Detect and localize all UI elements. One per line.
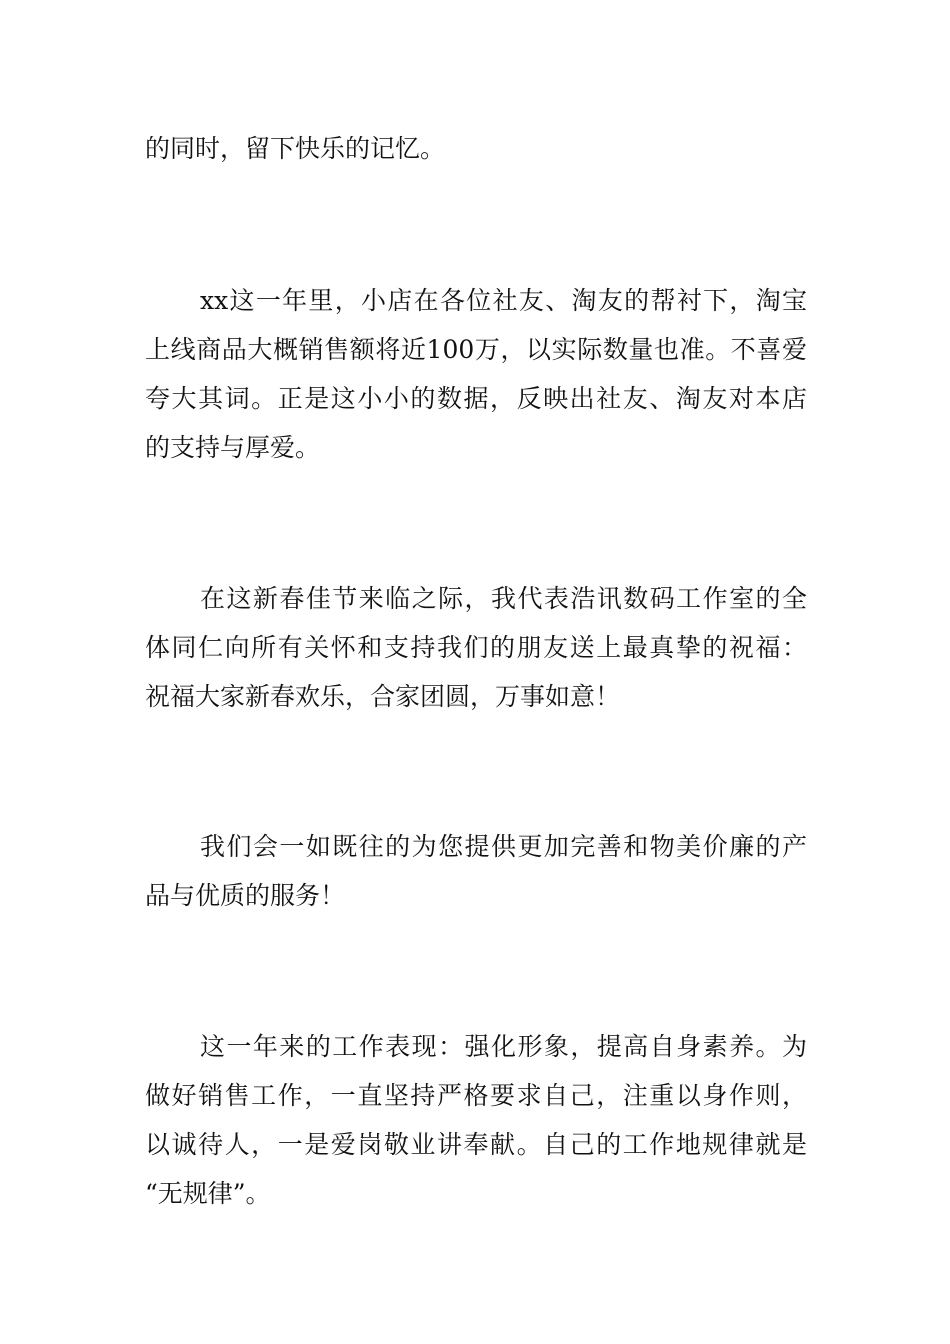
paragraph-5-line-4: “无规律”。	[145, 1179, 271, 1208]
paragraph-4-line-1: 我们会一如既往的为您提供更加完善和物美价廉的产	[200, 832, 807, 861]
paragraph-5-line-1: 这一年来的工作表现：强化形象，提高自身素养。为	[200, 1032, 807, 1061]
paragraph-3-line-1: 在这新春佳节来临之际，我代表浩讯数码工作室的全	[200, 584, 807, 613]
paragraph-5-line-3: 以诚待人，一是爱岗敬业讲奉献。自己的工作地规律就是	[145, 1130, 807, 1159]
paragraph-2-line-2: 上线商品大概销售额将近100万，以实际数量也准。不喜爱	[145, 335, 807, 364]
paragraph-2-line-1: xx这一年里，小店在各位社友、淘友的帮衬下，淘宝	[200, 286, 807, 315]
paragraph-5-line-2: 做好销售工作，一直坚持严格要求自己，注重以身作则，	[145, 1081, 807, 1110]
paragraph-2-line-4: 的支持与厚爱。	[145, 433, 321, 462]
paragraph-3-line-3: 祝福大家新春欢乐，合家团圆，万事如意！	[145, 682, 621, 711]
paragraph-4-line-2: 品与优质的服务！	[145, 881, 346, 910]
paragraph-1-line-1: 的同时，留下快乐的记忆。	[145, 134, 446, 163]
paragraph-3-line-2: 体同仁向所有关怀和支持我们的朋友送上最真挚的祝福：	[145, 633, 807, 662]
paragraph-2-line-3: 夸大其词。正是这小小的数据，反映出社友、淘友对本店	[145, 384, 807, 413]
